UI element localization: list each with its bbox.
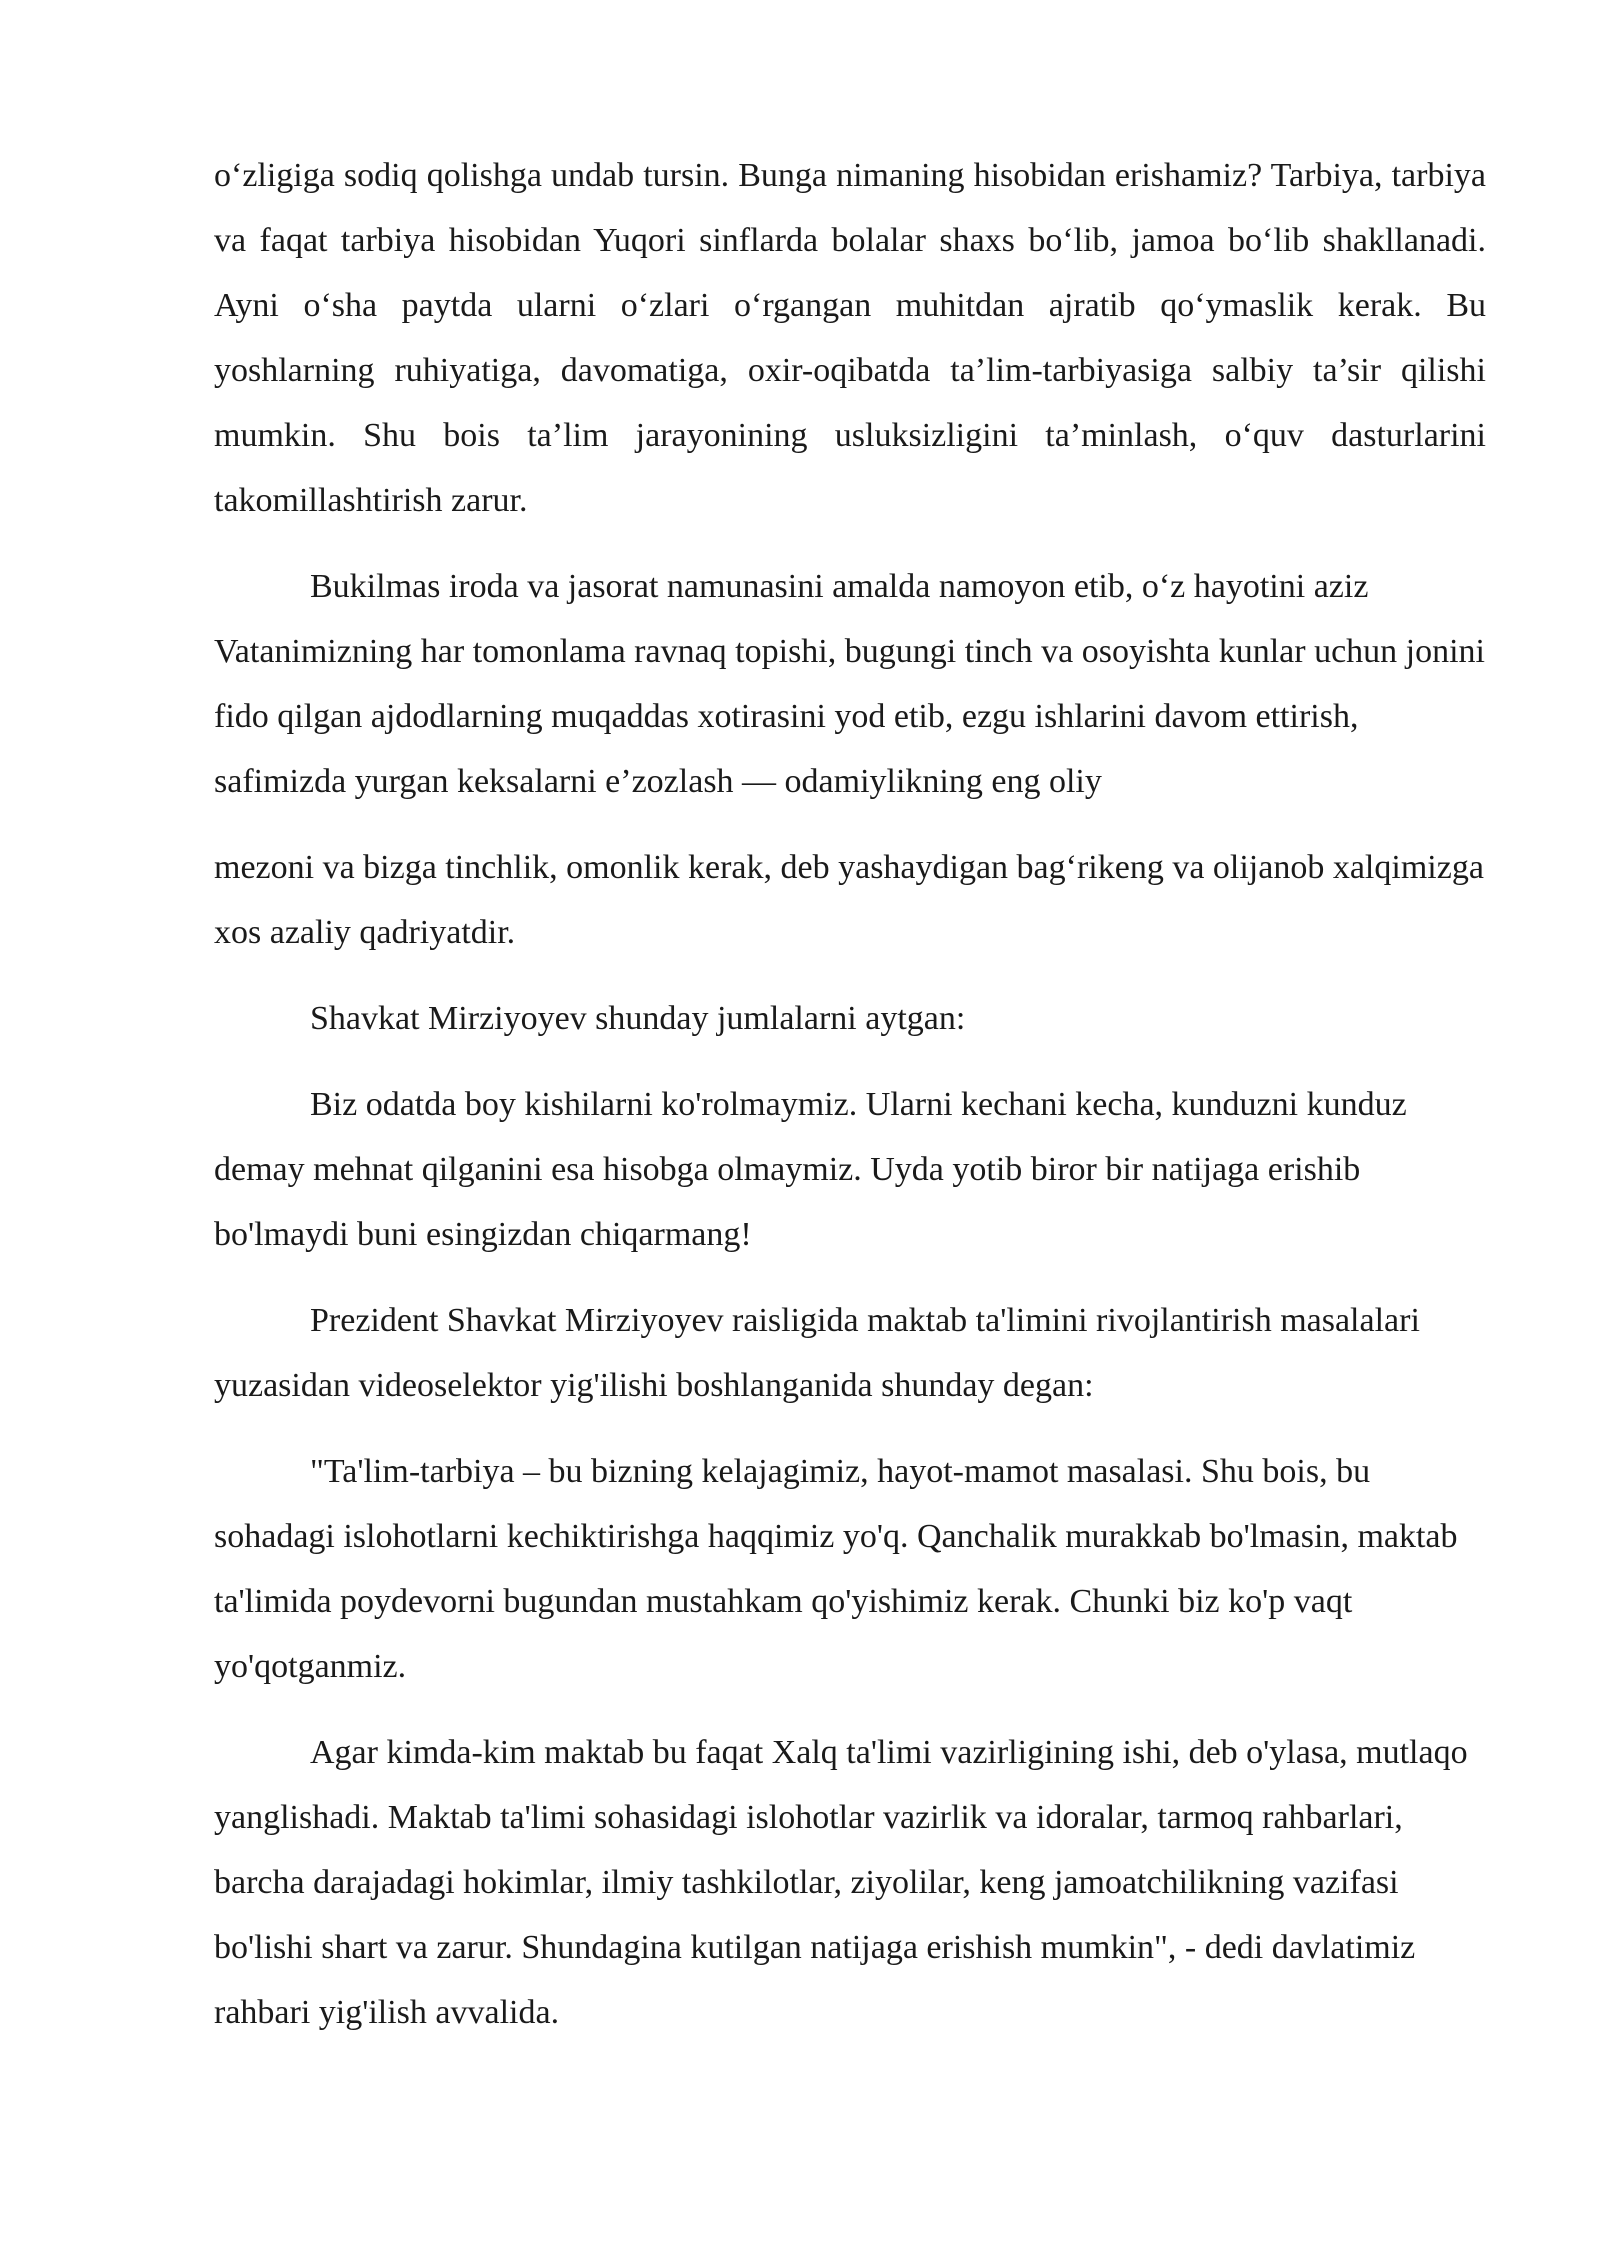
- paragraph-quote-education: "Ta'lim-tarbiya – bu bizning kelajagimiz, hayot-mamot masalasi. Shu bois, bu sohadagi islohotlarni kechiktirishga haqqimiz yo'q. Qanchalik murakkab bo'lmasin, maktab ta'limida poydevorni bugundan mustahkam qo'yishimiz kerak. Chunki biz ko'p vaqt yo'qotganmiz.: [214, 1453, 1458, 1685]
- paragraph-videoselector: Prezident Shavkat Mirziyoyev raisligida maktab ta'limini rivojlantirish masalalari yuzasidan videoselektor yig'ilishi boshlanganida shunday degan:: [214, 1302, 1420, 1404]
- paragraph-heroism: Bukilmas iroda va jasorat namunasini amalda namoyon etib, o‘z hayotini aziz Vatanimizning har tomonlama ravnaq topishi, bugungi tinch va osoyishta kunlar uchun jonini fido qilgan ajdodlarning muqaddas xotirasini yod etib, ezgu ishlarini davom ettirish, safimizda yurgan keksalarni e’zozlash — odamiylikning eng oliy: [214, 568, 1485, 800]
- paragraph-upbringing: o‘zligiga sodiq qolishga undab tursin. Bunga nimaning hisobidan erishamiz? Tarbiya, tarbiya va faqat tarbiya hisobidan Yuqori sinflarda bolalar shaxs bo‘lib, jamoa bo‘lib shakllanadi. Ayni o‘sha paytda ularni o‘zlari o‘rgangan muhitdan ajratib qo‘ymaslik kerak. Bu yoshlarning ruhiyatiga, davomatiga, oxir-oqibatda ta’lim-tarbiyasiga salbiy ta’sir qilishi mumkin. Shu bois ta’lim jarayonining usluksizligini ta’minlash, o‘quv dasturlarini takomillashtirish zarur.: [214, 157, 1486, 519]
- paragraph-spacer: [214, 814, 1486, 835]
- paragraph-quote-wealth: Biz odatda boy kishilarni ko'rolmaymiz. Ularni kechani kecha, kunduzni kunduz demay mehnat qilganini esa hisobga olmaymiz. Uyda yotib biror bir natijaga erishib bo'lmaydi buni esingizdan chiqarmang!: [214, 1086, 1407, 1253]
- document-body: [214, 143, 1486, 2066]
- paragraph-quote-intro: Shavkat Mirziyoyev shunday jumlalarni aytgan:: [310, 1000, 966, 1037]
- paragraph-quote-reform: Agar kimda-kim maktab bu faqat Xalq ta'limi vazirligining ishi, deb o'ylasa, mutlaqo yanglishadi. Maktab ta'limi sohasidagi islohotlar vazirlik va idoralar, tarmoq rahbarlari, barcha darajadagi hokimlar, ilmiy tashkilotlar, ziyolilar, keng jamoatchilikning vazifasi bo'lishi shart va zarur. Shundagina kutilgan natijaga erishish mumkin", - dedi davlatimiz rahbari yig'ilish avvalida.: [214, 1734, 1468, 2031]
- paragraph-heroism-continued: mezoni va bizga tinchlik, omonlik kerak, deb yashaydigan bag‘rikeng va olijanob xalqimizga xos azaliy qadriyatdir.: [214, 849, 1484, 951]
